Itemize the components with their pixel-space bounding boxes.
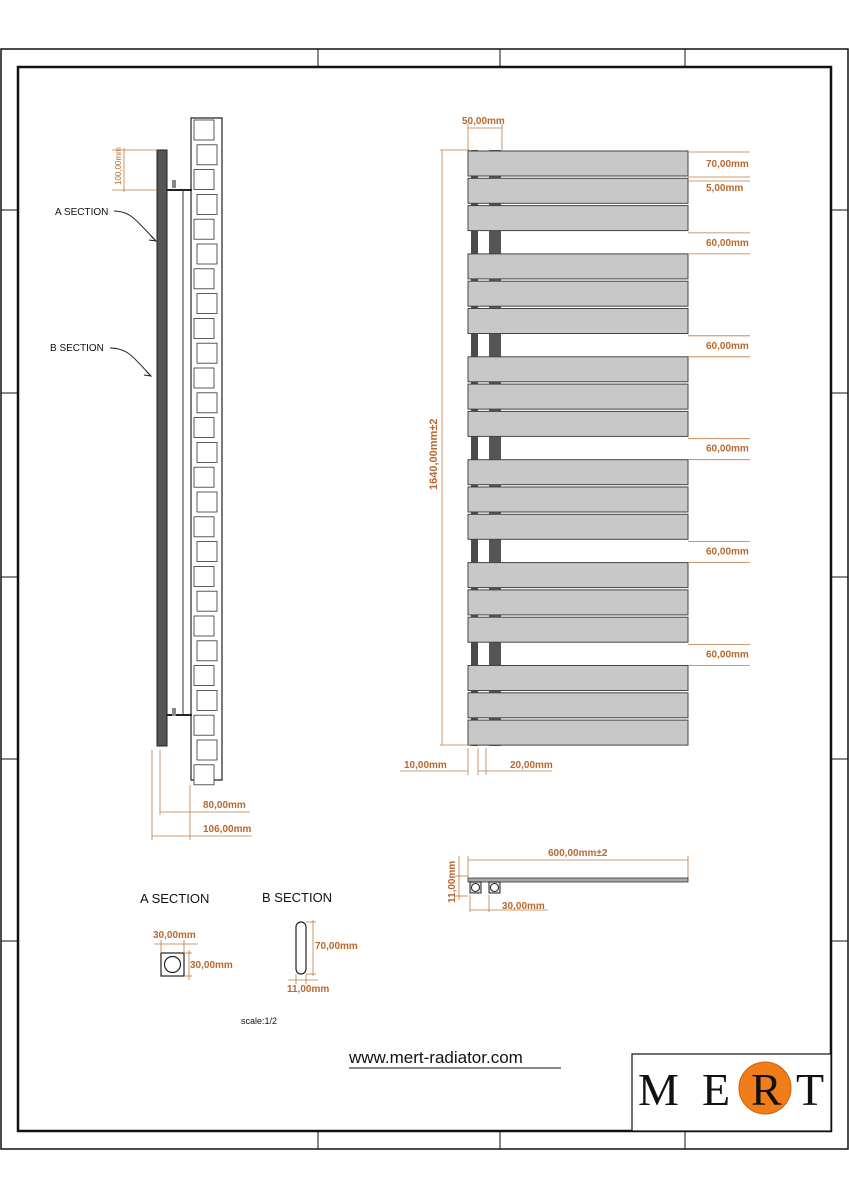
dim-group-gap: 60,00mm <box>706 649 749 661</box>
dim-a-side: 30,00mm <box>190 960 233 971</box>
pipe-left <box>471 150 478 746</box>
radiator-panel <box>468 309 688 334</box>
dim-side-106: 106,00mm <box>203 824 252 835</box>
radiator-panel <box>468 151 688 176</box>
dim-panel-gap: 5,00mm <box>706 183 744 194</box>
radiator-panel <box>468 563 688 588</box>
wall-brick <box>197 442 217 462</box>
dim-left-offset: 10,00mm <box>404 760 447 771</box>
wall-brick <box>194 120 214 140</box>
pipe-right <box>489 150 501 746</box>
radiator-panel <box>468 206 688 231</box>
wall-brick <box>194 418 214 438</box>
wall-brick <box>194 715 214 735</box>
section-b-profile <box>296 922 306 974</box>
dim-pipe-diam: 20,00mm <box>510 760 553 771</box>
wall-brick <box>194 765 214 785</box>
dim-side-top: 100,00mm <box>114 147 123 185</box>
logo-letter-e: E <box>702 1064 731 1115</box>
logo-letter-t: T <box>796 1064 825 1115</box>
side-dimension-top <box>112 147 157 192</box>
wall-brick <box>197 294 217 314</box>
radiator-panel <box>468 281 688 306</box>
radiator-panel <box>468 254 688 279</box>
section-b-title: B SECTION <box>262 890 333 905</box>
side-view <box>50 118 252 840</box>
wall-brick <box>197 591 217 611</box>
front-view <box>400 116 750 775</box>
side-section-a-label: A SECTION <box>55 207 109 218</box>
top-view <box>447 848 688 912</box>
dim-panel-height: 70,00mm <box>706 159 749 170</box>
dim-b-width: 11,00mm <box>287 984 330 995</box>
logo-letter-m: M <box>638 1064 679 1115</box>
scale-label: scale:1/2 <box>241 1016 278 1026</box>
wall-brick <box>194 368 214 388</box>
radiator-panel <box>468 720 688 745</box>
radiator-side-panel <box>157 150 167 746</box>
radiator-panel <box>468 514 688 539</box>
radiator-panel <box>468 590 688 615</box>
wall-brick <box>197 641 217 661</box>
radiator-panel <box>468 693 688 718</box>
dim-total-width: 600,00mm±2 <box>548 848 608 859</box>
dim-top-depth: 11,00mm <box>447 860 458 903</box>
dim-group-gap: 60,00mm <box>706 546 749 558</box>
radiator-panel <box>468 178 688 203</box>
wall-brick <box>194 318 214 338</box>
wall-brick <box>194 467 214 487</box>
dim-total-height: 1640,00mm±2 <box>428 418 440 490</box>
wall-brick <box>194 616 214 636</box>
wall-brick <box>194 170 214 190</box>
wall-bricks <box>191 118 222 785</box>
front-dimensions-bottom <box>400 748 553 775</box>
wall-brick <box>197 542 217 562</box>
radiator-panel <box>468 487 688 512</box>
radiator-panel <box>468 617 688 642</box>
wall-brick <box>197 145 217 165</box>
wall-brick <box>194 517 214 537</box>
side-section-b-label: B SECTION <box>50 343 104 354</box>
wall-brick <box>194 666 214 686</box>
radiator-panel <box>468 384 688 409</box>
dim-side-80: 80,00mm <box>203 800 246 811</box>
front-dimensions-right <box>688 152 750 666</box>
wall-brick <box>197 343 217 363</box>
wall-brick <box>197 393 217 413</box>
dim-pipe-width: 50,00mm <box>462 116 505 127</box>
wall-brick <box>194 566 214 586</box>
radiator-panel <box>468 460 688 485</box>
front-dimension-top <box>462 116 505 150</box>
website-url: www.mert-radiator.com <box>349 1048 523 1067</box>
wall-brick <box>197 194 217 214</box>
radiator-panel <box>468 411 688 436</box>
wall-brick <box>197 740 217 760</box>
dim-group-gap: 60,00mm <box>706 237 749 249</box>
radiator-panel <box>468 666 688 691</box>
dim-group-gap: 60,00mm <box>706 340 749 352</box>
dim-group-gap: 60,00mm <box>706 443 749 455</box>
dim-a-top: 30,00mm <box>153 930 196 941</box>
section-a-title: A SECTION <box>140 891 210 906</box>
footer <box>348 1048 831 1131</box>
wall-brick <box>197 690 217 710</box>
wall-brick <box>194 219 214 239</box>
front-dimension-height <box>428 150 470 745</box>
logo-letter-r: R <box>751 1064 782 1115</box>
dim-top-pipe: 30,00mm <box>502 901 545 912</box>
radiator-panel <box>468 357 688 382</box>
wall-brick <box>197 492 217 512</box>
wall-brick <box>194 269 214 289</box>
dim-b-height: 70,00mm <box>315 941 358 952</box>
wall-brick <box>197 244 217 264</box>
section-details <box>140 890 358 1026</box>
top-panel <box>468 878 688 882</box>
